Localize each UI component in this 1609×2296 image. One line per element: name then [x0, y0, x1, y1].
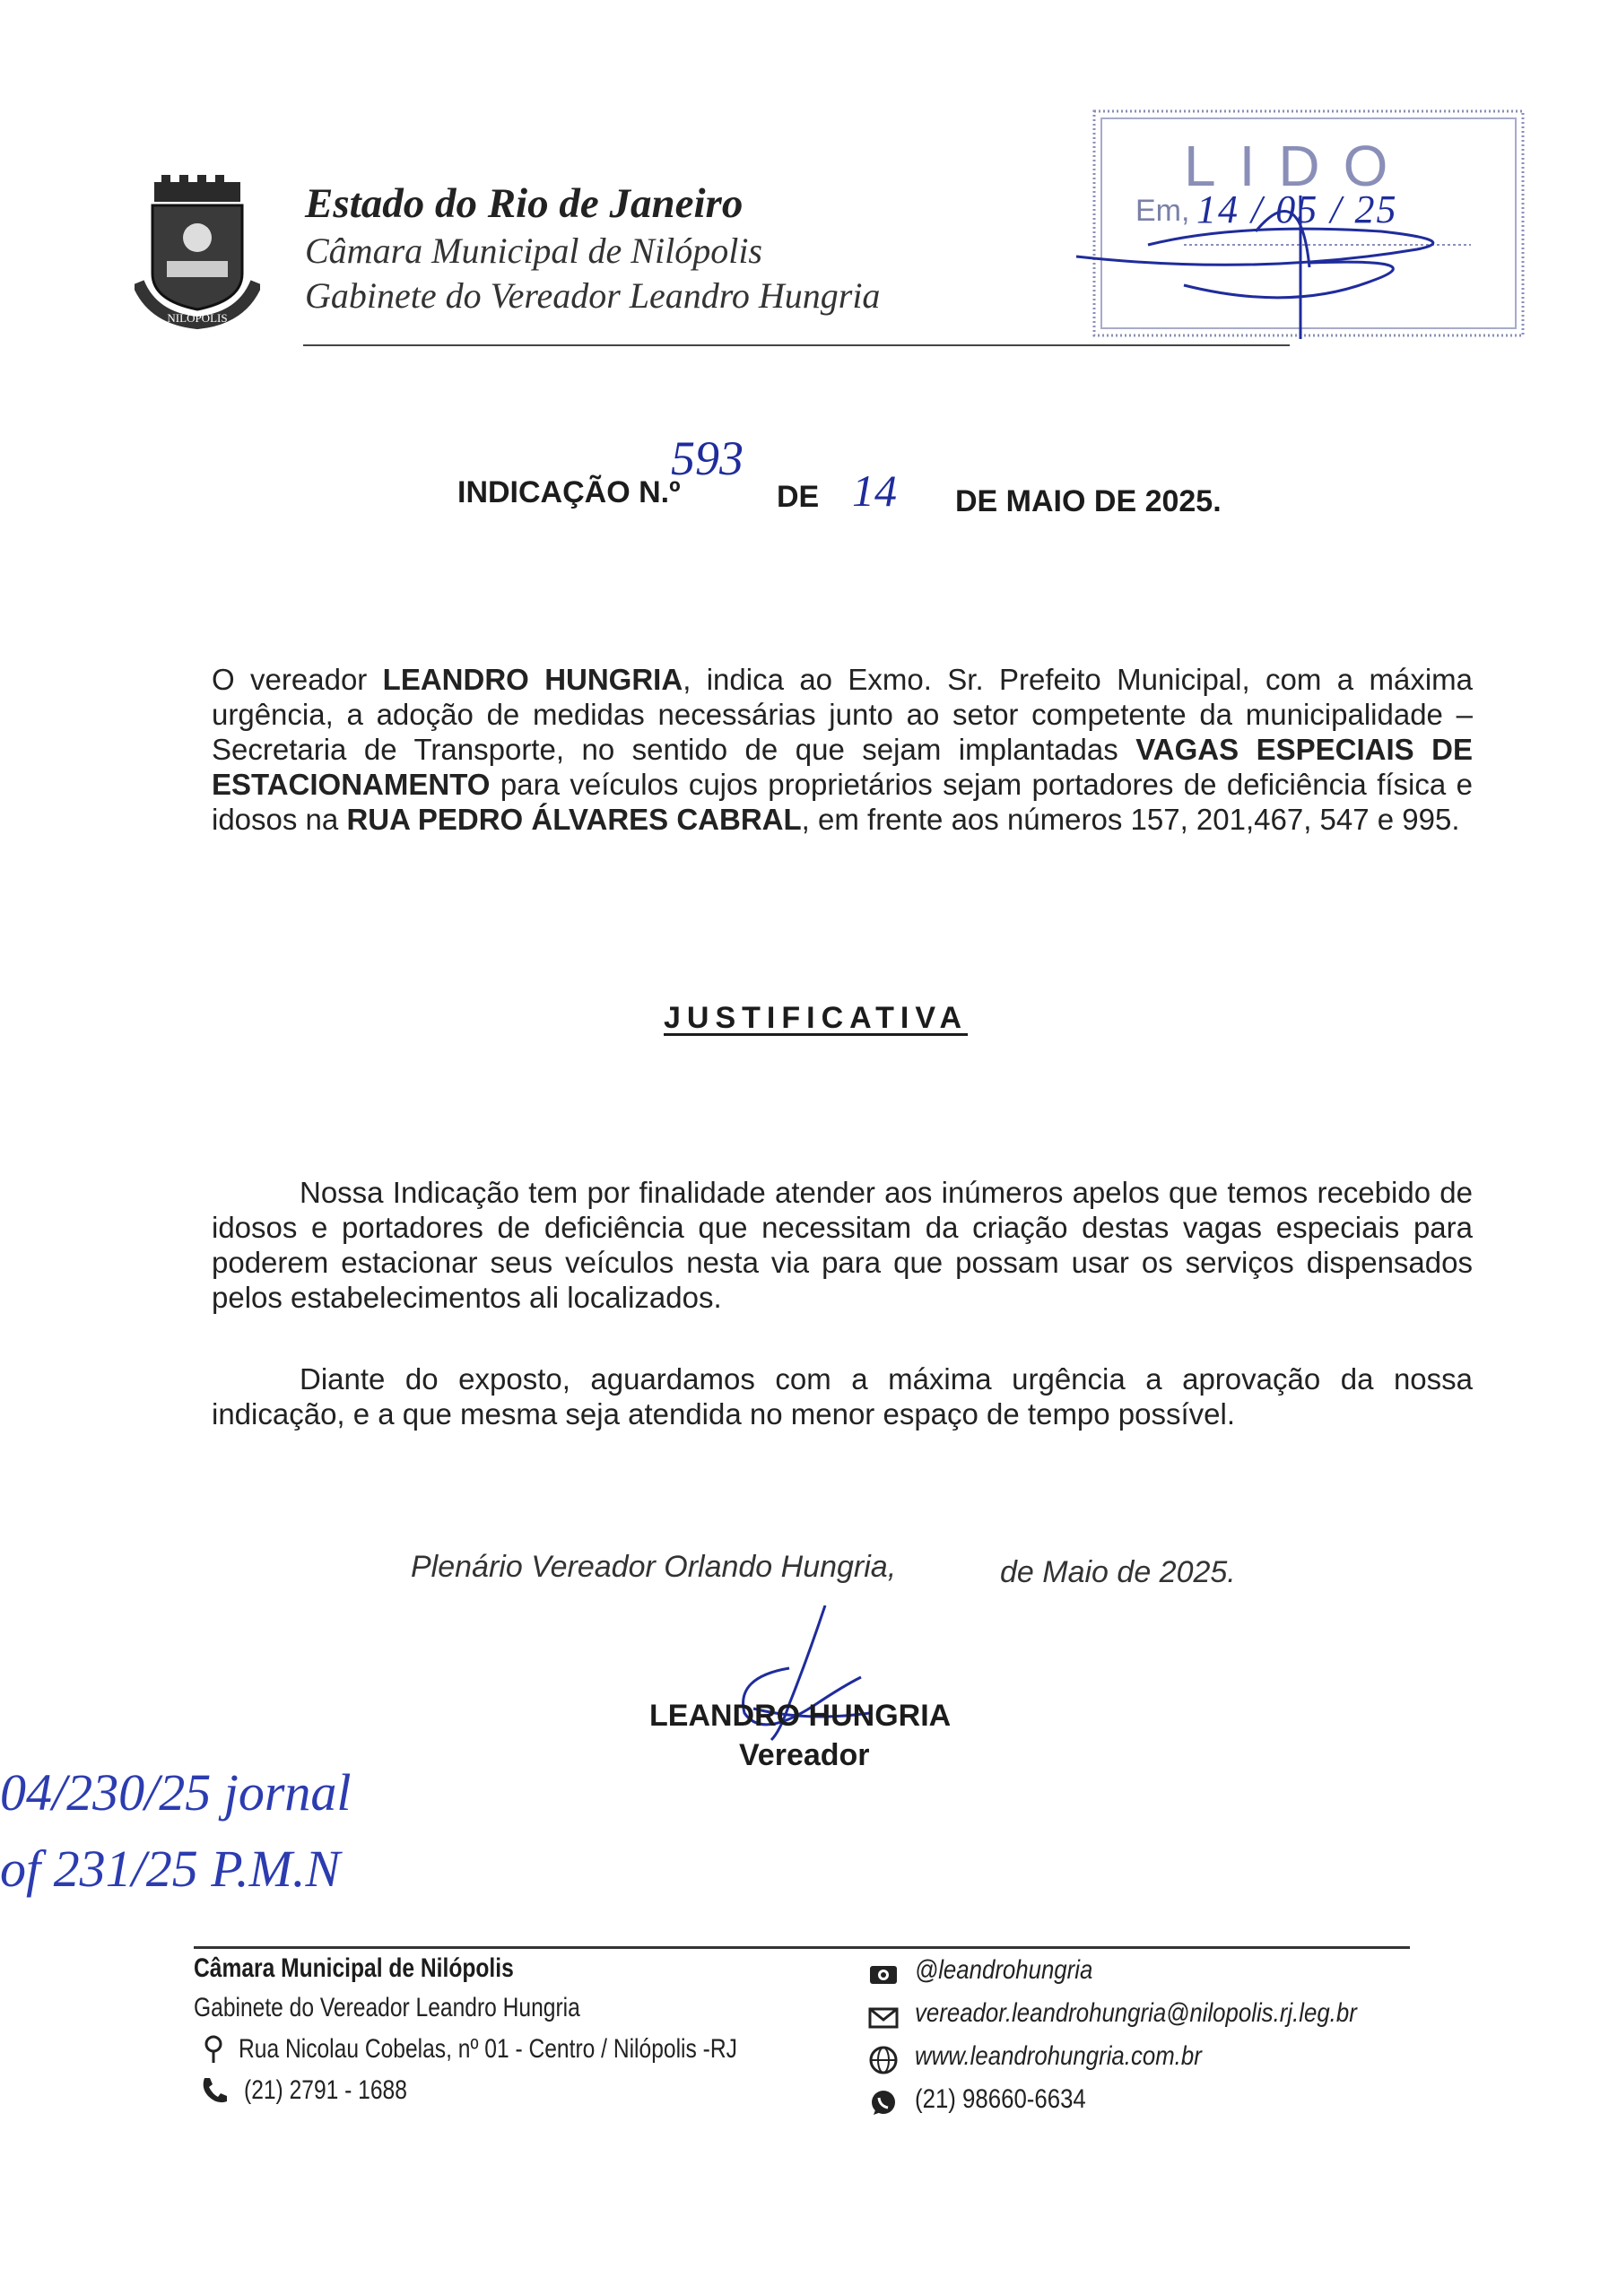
- footer-website[interactable]: www.leandrohungria.com.br: [915, 2041, 1202, 2071]
- stamp-em: Em,: [1135, 194, 1190, 228]
- title-number: 593: [671, 431, 744, 485]
- globe-icon: [868, 2045, 899, 2075]
- title-day: 14: [852, 465, 897, 516]
- header-office: Gabinete do Vereador Leandro Hungria: [305, 275, 881, 316]
- email-icon: [868, 2002, 899, 2032]
- footer-email[interactable]: vereador.leandrohungria@nilopolis.rj.leg.br: [915, 1998, 1357, 2028]
- paragraph-justification: Nossa Indicação tem por finalidade atender aos inúmeros apelos que temos recebido de idosos e portadores de deficiência que necessitam da criação destas vagas especiais para poderem estacionar seus veículos nesta via para que possam usar os serviços dispensados pelos estabelecimentos ali localizados.: [212, 1176, 1473, 1314]
- signature-scribble: [1076, 229, 1433, 265]
- closing-place: Plenário Vereador Orlando Hungria,: [411, 1550, 897, 1584]
- phone-icon: [199, 2075, 230, 2106]
- footer-address: Rua Nicolau Cobelas, nº 01 - Centro / Nilópolis -RJ: [239, 2034, 737, 2064]
- handwritten-note-1: 04/230/25 jornal: [0, 1763, 352, 1822]
- title-suffix: DE MAIO DE 2025.: [955, 484, 1222, 518]
- footer-phone: (21) 2791 - 1688: [244, 2075, 407, 2105]
- signatory-role: Vereador: [739, 1738, 870, 1772]
- title-de: DE: [777, 480, 820, 514]
- signatory-name: LEANDRO HUNGRIA: [649, 1699, 952, 1733]
- signature: [718, 1605, 888, 1758]
- stamp-label: LIDO: [1184, 134, 1412, 198]
- location-pin-icon: [201, 2034, 231, 2065]
- paragraph-indication: O vereador LEANDRO HUNGRIA, indica ao Exmo. Sr. Prefeito Municipal, com a máxima urgência, a adoção de medidas necessárias junto ao setor competente da municipalidade – Secretaria de Transporte, no sentido de que sejam implantadas VAGAS ESPECIAIS DE ESTACIONAMENTO para veículos cujos proprietários sejam portadores de deficiência física e idosos na RUA PEDRO ÁLVARES CABRAL, em frente aos números 157, 201,467, 547 e 995.: [212, 663, 1474, 836]
- closing-date: de Maio de 2025.: [1000, 1555, 1236, 1589]
- footer-chamber: Câmara Municipal de Nilópolis: [194, 1953, 514, 1983]
- footer-instagram[interactable]: @leandrohungria: [915, 1955, 1093, 1985]
- handwritten-note-2: of 231/25 P.M.N: [0, 1839, 341, 1898]
- footer-office: Gabinete do Vereador Leandro Hungria: [194, 1993, 580, 2022]
- header-state: Estado do Rio de Janeiro: [305, 180, 744, 227]
- header-chamber: Câmara Municipal de Nilópolis: [305, 230, 762, 271]
- whatsapp-icon: [868, 2088, 899, 2118]
- crest-label: NILÓPOLIS: [167, 311, 228, 325]
- justificativa-heading: JUSTIFICATIVA: [664, 1001, 969, 1035]
- footer-whatsapp[interactable]: (21) 98660-6634: [915, 2084, 1086, 2114]
- paragraph-conclusion: Diante do exposto, aguardamos com a máxima urgência a aprovação da nossa indicação, e a que mesma seja atendida no menor espaço de tempo possível.: [212, 1362, 1473, 1431]
- title-prefix: INDICAÇÃO N.º: [457, 475, 681, 509]
- instagram-icon: [868, 1959, 899, 1989]
- stamp-date: 14 / 05 / 25: [1196, 187, 1398, 231]
- municipal-crest-icon: [135, 175, 260, 332]
- footer-divider: [194, 1946, 1410, 1949]
